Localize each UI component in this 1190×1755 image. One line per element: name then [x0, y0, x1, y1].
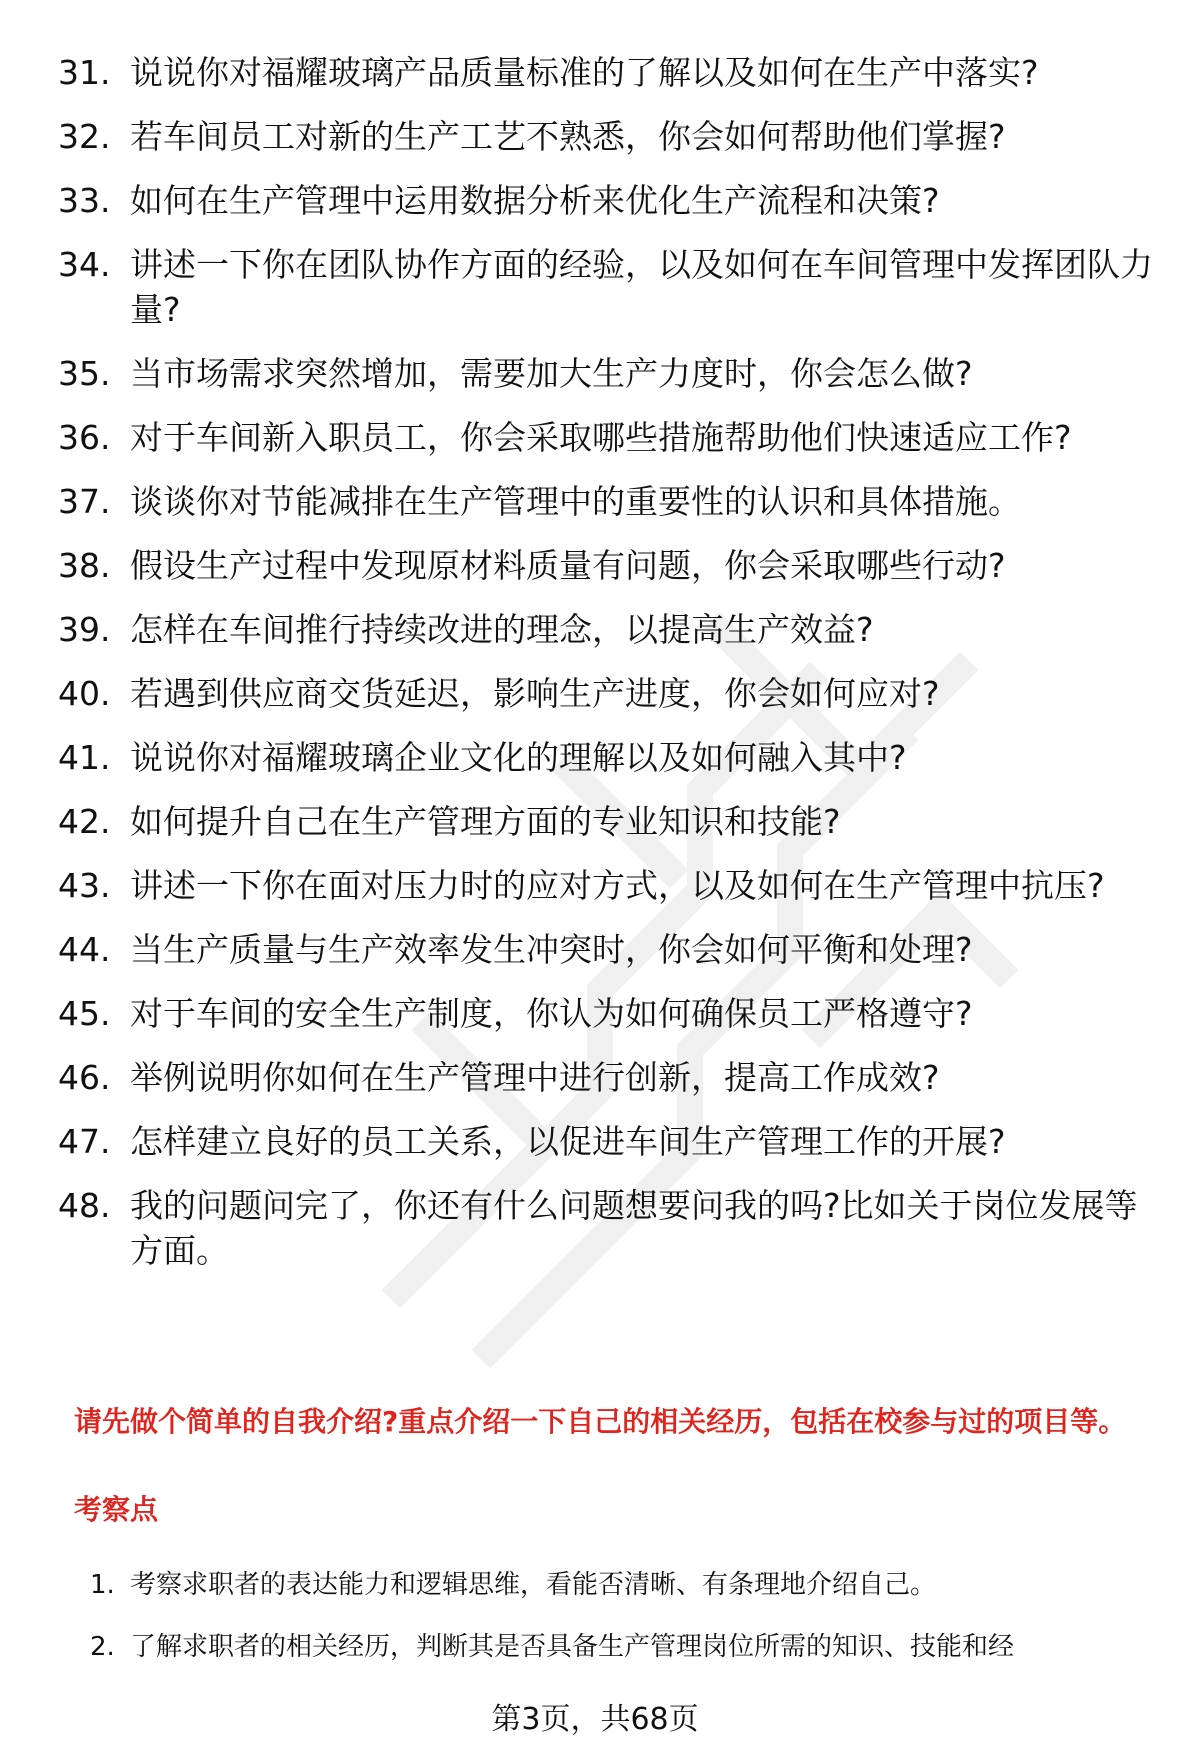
question-item: [58, 178, 1158, 223]
question-item: [58, 1183, 1158, 1273]
question-text: 对于车间新入职员工，你会采取哪些措施帮助他们快速适应工作?: [130, 418, 1072, 457]
point-number: 2.: [90, 1632, 115, 1662]
question-item: [58, 242, 1158, 332]
question-item: [58, 415, 1158, 460]
question-text: 谈谈你对节能减排在生产管理中的重要性的认识和具体措施。: [130, 482, 1021, 521]
question-number: 37.: [58, 482, 111, 521]
question-item: [58, 50, 1158, 95]
question-number: 32.: [58, 117, 111, 156]
point-number: 1.: [90, 1570, 115, 1600]
question-item: [58, 543, 1158, 588]
question-text: 当市场需求突然增加，需要加大生产力度时，你会怎么做?: [130, 354, 973, 393]
assessment-points-list: [90, 1566, 1170, 1690]
question-text: 怎样在车间推行持续改进的理念，以提高生产效益?: [130, 610, 874, 649]
question-number: 36.: [58, 418, 111, 457]
question-text: 若遇到供应商交货延迟，影响生产进度，你会如何应对?: [130, 674, 940, 713]
question-text: 举例说明你如何在生产管理中进行创新，提高工作成效?: [130, 1058, 940, 1097]
question-list: [58, 50, 1158, 1292]
question-number: 45.: [58, 994, 111, 1033]
question-number: 47.: [58, 1122, 111, 1161]
question-number: 43.: [58, 866, 111, 905]
question-item: [58, 799, 1158, 844]
question-number: 34.: [58, 245, 111, 284]
question-number: 33.: [58, 181, 111, 220]
question-number: 46.: [58, 1058, 111, 1097]
question-number: 48.: [58, 1186, 111, 1225]
question-item: [58, 927, 1158, 972]
question-text: 假设生产过程中发现原材料质量有问题，你会采取哪些行动?: [130, 546, 1006, 585]
page-number: 第3页，共68页: [491, 1702, 699, 1737]
question-text: 怎样建立良好的员工关系，以促进车间生产管理工作的开展?: [130, 1122, 1006, 1161]
question-item: [58, 863, 1158, 908]
question-number: 38.: [58, 546, 111, 585]
question-number: 44.: [58, 930, 111, 969]
question-text: 如何提升自己在生产管理方面的专业知识和技能?: [130, 802, 841, 841]
question-text: 如何在生产管理中运用数据分析来优化生产流程和决策?: [130, 181, 940, 220]
question-text: 说说你对福耀玻璃企业文化的理解以及如何融入其中?: [130, 738, 907, 777]
question-item: [58, 1119, 1158, 1164]
question-number: 42.: [58, 802, 111, 841]
question-text: 若车间员工对新的生产工艺不熟悉，你会如何帮助他们掌握?: [130, 117, 1006, 156]
question-text: 讲述一下你在团队协作方面的经验，以及如何在车间管理中发挥团队力量?: [130, 245, 1153, 329]
question-item: [58, 671, 1158, 716]
question-item: [58, 114, 1158, 159]
question-number: 40.: [58, 674, 111, 713]
question-item: [58, 607, 1158, 652]
question-text: 说说你对福耀玻璃产品质量标准的了解以及如何在生产中落实?: [130, 53, 1039, 92]
assessment-point: [90, 1566, 1170, 1604]
question-item: [58, 479, 1158, 524]
question-item: [58, 991, 1158, 1036]
question-number: 31.: [58, 53, 111, 92]
section-title: 考察点: [74, 1493, 159, 1526]
question-text: 我的问题问完了，你还有什么问题想要问我的吗?比如关于岗位发展等方面。: [130, 1186, 1138, 1270]
question-number: 39.: [58, 610, 111, 649]
question-item: [58, 735, 1158, 780]
question-number: 41.: [58, 738, 111, 777]
point-text: 考察求职者的表达能力和逻辑思维，看能否清晰、有条理地介绍自己。: [130, 1570, 937, 1600]
intro-question: 请先做个简单的自我介绍?重点介绍一下自己的相关经历，包括在校参与过的项目等。: [74, 1405, 1127, 1438]
question-text: 对于车间的安全生产制度，你认为如何确保员工严格遵守?: [130, 994, 973, 1033]
point-text: 了解求职者的相关经历，判断其是否具备生产管理岗位所需的知识、技能和经: [130, 1632, 1015, 1662]
question-text: 当生产质量与生产效率发生冲突时，你会如何平衡和处理?: [130, 930, 973, 969]
question-text: 讲述一下你在面对压力时的应对方式，以及如何在生产管理中抗压?: [130, 866, 1105, 905]
question-number: 35.: [58, 354, 111, 393]
question-item: [58, 1055, 1158, 1100]
question-item: [58, 351, 1158, 396]
assessment-point: [90, 1628, 1170, 1666]
